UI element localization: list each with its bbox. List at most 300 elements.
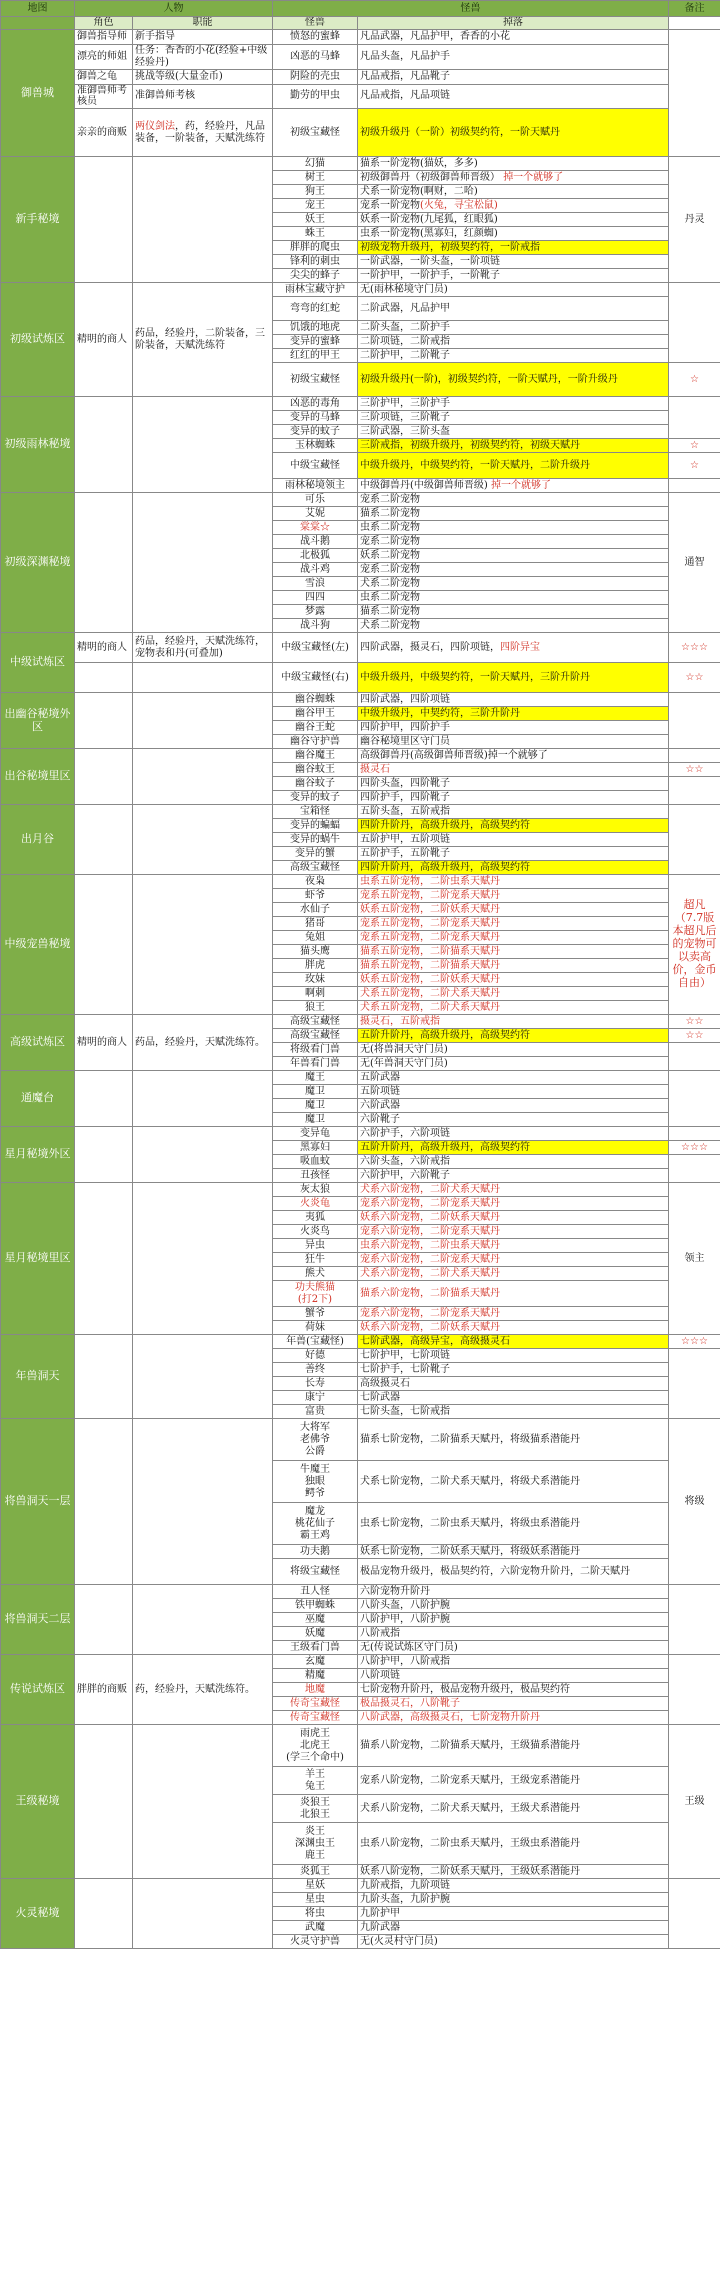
role-cell [75,1071,133,1127]
drop-cell: 九阶护甲 [358,1907,669,1921]
remark-cell [669,17,720,30]
role-cell [75,1183,133,1335]
monster-cell: 王级看门兽 [273,1641,358,1655]
monster-cell: 星妖 [273,1879,358,1893]
monster-name: 深渊虫王 [295,1837,335,1849]
map-name: 通魔台 [1,1071,75,1127]
subheader-role: 角色 [75,17,133,30]
monster-cell: 丑孩怪 [273,1169,358,1183]
drop-cell: 一阶护甲，一阶护手，一阶靴子 [358,269,669,283]
monster-cell: 初级宝藏怪 [273,363,358,397]
drop-cell: 一阶武器，一阶头盔，一阶项链 [358,255,669,269]
map-name: 火灵秘境 [1,1879,75,1949]
map-name: 初级雨林秘境 [1,397,75,493]
remark-cell [669,1349,720,1419]
star-rating: ☆☆ [669,663,720,693]
drop-text: 初级御兽丹（初级御兽师晋级） [360,171,500,183]
table-row [1,1419,720,1461]
monster-cell: 黑寡妇 [273,1141,358,1155]
drop-cell: 高级御兽丹(高级御兽师晋级)掉一个就够了 [358,749,669,763]
table-row [1,633,720,663]
drop-cell: 无(传说试炼区守门员) [358,1641,669,1655]
monster-cell: 尖尖的蜂子 [273,269,358,283]
table-row [1,84,720,109]
drop-cell [358,479,669,493]
monster-cell: 玫妹 [273,973,358,987]
star-rating: ☆☆☆ [669,1141,720,1155]
drop-cell [358,185,669,199]
header-people: 人物 [75,1,273,17]
duty-cell [133,1419,273,1585]
duty-cell [133,397,273,493]
drop-cell: 八阶武器，高级摄灵石，七阶宠物升阶丹 [358,1711,669,1725]
monster-cell: 变异的蚊子 [273,425,358,439]
duty-cell: 药，经验丹，天赋洗练符。 [133,1655,273,1725]
drop-cell: 八阶护甲，八阶戒指 [358,1655,669,1669]
subheader-row [1,17,720,30]
drop-cell: 宠系六阶宠物，二阶宠系天赋丹 [358,1253,669,1267]
drop-cell: 初级升级丹（一阶）初级契约符，一阶天赋丹 [358,109,669,157]
drop-cell: 幽谷秘境里区守门员 [358,735,669,749]
drop-note: 掉一个就够了 [491,479,551,491]
monster-cell: 变异的蝙蝠 [273,819,358,833]
drop-cell [358,199,669,213]
monster-cell: 水仙子 [273,903,358,917]
role-cell [75,1127,133,1183]
subheader-duty: 职能 [133,17,273,30]
duty-cell [133,1335,273,1419]
drop-cell: 五阶护甲，五阶项链 [358,833,669,847]
monster-cell: 四四 [273,591,358,605]
duty-cell [133,1071,273,1127]
monster-cell: 异虫 [273,1239,358,1253]
drop-cell: 九阶头盔，九阶护腕 [358,1893,669,1907]
map-name: 星月秘境外区 [1,1127,75,1183]
remark-cell [669,693,720,749]
role-cell: 漂亮的师姐 [75,45,133,70]
monster-cell: 胖虎 [273,959,358,973]
monster-name: 兔王 [305,1780,325,1792]
monster-name: 功夫熊猫 [295,1281,335,1293]
remark-note: 丹灵 [669,157,720,283]
monster-cell: 雨林宝藏守护 [273,283,358,297]
role-cell [75,749,133,805]
monster-cell: 武魔 [273,1921,358,1935]
role-cell: 精明的商人 [75,1015,133,1071]
monster-name: 公爵 [305,1445,325,1457]
monster-cell: 饥饿的地虎 [273,321,358,335]
monster-cell: 猪哥 [273,917,358,931]
drop-cell [358,157,669,171]
drop-cell: 六阶靴子 [358,1113,669,1127]
drop-cell: 凡品戒指，凡品项链 [358,84,669,109]
monster-cell: 火炎龟 [273,1197,358,1211]
drop-cell: 犬系二阶宠物 [358,619,669,633]
table-row [1,1127,720,1141]
monster-cell: 铁甲蜘蛛 [273,1599,358,1613]
drop-note: 掉一个就够了 [503,171,564,183]
monster-cell: 玉林蜘蛛 [273,439,358,453]
map-name: 御兽城 [1,30,75,157]
table-row [1,1335,720,1349]
monster-cell [273,1725,358,1767]
duty-cell [133,1879,273,1949]
monster-cell [273,1419,358,1461]
monster-cell: 巫魔 [273,1613,358,1627]
remark-note: 将级 [669,1419,720,1585]
drop-cell: 四阶升阶丹，高级升级丹，高级契约符 [358,819,669,833]
role-cell [75,663,133,693]
drop-cell: 摄灵石 [358,763,669,777]
drop-cell: 宠系二阶宠物 [358,535,669,549]
star-rating: ☆ [669,363,720,397]
drop-cell: 宠系五阶宠物，二阶宠系天赋丹 [358,931,669,945]
monster-cell: 幽谷魔王 [273,749,358,763]
drop-cell: 五阶升阶丹，高级升级丹，高级契约符 [358,1029,669,1043]
remark-cell [669,397,720,439]
drop-cell: 宠系六阶宠物，二阶宠系天赋丹 [358,1197,669,1211]
duty-cell [133,693,273,749]
drop-cell: 妖系六阶宠物，二阶妖系天赋丹 [358,1321,669,1335]
monster-name: 霸王鸡 [300,1529,330,1541]
role-cell [75,1879,133,1949]
monster-cell: 妖魔 [273,1627,358,1641]
duty-cell [133,663,273,693]
monster-cell [273,1461,358,1503]
monster-cell: 初级宝藏怪 [273,109,358,157]
table-row [1,30,720,45]
role-cell [75,1419,133,1585]
drop-cell: 中级升级丹，中级契约符，一阶天赋丹，三阶升阶丹 [358,663,669,693]
monster-cell: 年兽(宝藏怪) [273,1335,358,1349]
table-row [1,1015,720,1029]
drop-cell: 宠系五阶宠物，二阶宠系天赋丹 [358,889,669,903]
monster-cell: 幽谷蚊子 [273,777,358,791]
drop-cell: 极品摄灵石，八阶靴子 [358,1697,669,1711]
monster-cell: 荷妹 [273,1321,358,1335]
monster-cell: 灰太狼 [273,1183,358,1197]
table-row [1,109,720,157]
drop-cell: 中级升级丹，中契约符，三阶升阶丹 [358,707,669,721]
monster-cell: 康宁 [273,1391,358,1405]
subheader-monster: 怪兽 [273,17,358,30]
monster-cell: 战斗鹅 [273,535,358,549]
duty-cell [133,1127,273,1183]
skill-name: 两仪剑法 [135,120,175,132]
drop-cell: 犬系五阶宠物，二阶犬系天赋丹 [358,1001,669,1015]
map-name: 出幽谷秘境外区 [1,693,75,749]
remark-cell [669,479,720,493]
monster-cell: 雨林秘境领主 [273,479,358,493]
monster-cell: 丑人怪 [273,1585,358,1599]
drop-cell: 五阶头盔，五阶戒指 [358,805,669,819]
map-cell [1,17,75,30]
drop-cell: 虫系二阶宠物 [358,521,669,535]
drop-cell: 八阶项链 [358,1669,669,1683]
drop-cell: 猫系二阶宠物 [358,605,669,619]
monster-cell: 蛛王 [273,227,358,241]
role-cell: 准御兽师考核员 [75,84,133,109]
drop-note: (火兔，寻宝松鼠) [420,199,498,211]
subheader-drop: 掉落 [358,17,669,30]
map-name: 新手秘境 [1,157,75,283]
monster-cell: 虾爷 [273,889,358,903]
monster-cell: 锋利的刺虫 [273,255,358,269]
remark-note: 通智 [669,493,720,633]
monster-cell: 狼王 [273,1001,358,1015]
drop-cell: 二阶护甲，二阶靴子 [358,349,669,363]
monster-cell: 魔王 [273,1071,358,1085]
monster-cell: 炎狐王 [273,1865,358,1879]
drop-cell: 四阶升阶丹，高级升级丹，高级契约符 [358,861,669,875]
map-name: 传说试炼区 [1,1655,75,1725]
duty-cell [133,157,273,283]
table-row [1,1585,720,1599]
role-cell [75,875,133,1015]
map-name: 高级试炼区 [1,1015,75,1071]
drop-cell: 凡品头盔，凡品护手 [358,45,669,70]
monster-cell: 胖胖的爬虫 [273,241,358,255]
drop-cell: 二阶头盔，二阶护手 [358,321,669,335]
drop-cell: 六阶宠物升阶丹 [358,1585,669,1599]
remark-cell [669,30,720,157]
monster-cell: 高级宝藏怪 [273,1029,358,1043]
monster-cell: 棠棠☆ [273,521,358,535]
drop-text: 妖系一阶宠物(九尾狐，红眼狐) [360,213,498,225]
monster-cell: 红红的甲王 [273,349,358,363]
monster-cell: 将级看门兽 [273,1043,358,1057]
monster-cell: 将虫 [273,1907,358,1921]
drop-cell: 无(雨林秘境守门员) [358,283,669,297]
drop-cell: 妖系五阶宠物，二阶妖系天赋丹 [358,973,669,987]
monster-cell: 年兽看门兽 [273,1057,358,1071]
monster-name: 大将军 [300,1421,330,1433]
monster-cell: 幽谷王蛇 [273,721,358,735]
drop-cell: 三阶戒指，初级升级丹，初级契约符，初级天赋丹 [358,439,669,453]
duty-cell: 药品，经验丹，天赋洗练符，宠物表和丹(可叠加) [133,633,273,663]
role-cell: 胖胖的商贩 [75,1655,133,1725]
drop-cell: 无(将兽洞天守门员) [358,1043,669,1057]
map-name: 出月谷 [1,805,75,875]
monster-cell: 战斗鸡 [273,563,358,577]
map-name: 星月秘境里区 [1,1183,75,1335]
header-remark: 备注 [669,1,720,17]
monster-cell: 精魔 [273,1669,358,1683]
duty-cell [133,1585,273,1655]
drop-cell: 猫系五阶宠物，二阶猫系天赋丹 [358,945,669,959]
monster-name: 老佛爷 [300,1433,330,1445]
monster-name: 北虎王 [300,1739,330,1751]
monster-name: 炎狼王 [300,1796,330,1808]
header-row [1,1,720,17]
drop-cell [358,171,669,185]
drop-text: 犬系一阶宠物(啊财，二哈) [360,185,478,197]
monster-name: 羊王 [305,1768,325,1780]
table-row [1,397,720,411]
duty-cell [133,1725,273,1879]
monster-cell: 长寿 [273,1377,358,1391]
table-row [1,875,720,889]
drop-cell [358,227,669,241]
star-rating: ☆☆☆ [669,1335,720,1349]
duty-cell: 药品，经验丹，二阶装备，三阶装备，天赋洗练符 [133,283,273,397]
monster-name: 桃花仙子 [295,1517,335,1529]
map-name: 将兽洞天二层 [1,1585,75,1655]
monster-cell: 好德 [273,1349,358,1363]
monster-cell: 传奇宝藏怪 [273,1711,358,1725]
table-row [1,749,720,763]
drop-cell: 六阶护甲，六阶靴子 [358,1169,669,1183]
monster-cell: 愤怒的蜜蜂 [273,30,358,45]
monster-cell: 高级宝藏怪 [273,861,358,875]
drop-cell: 虫系六阶宠物，二阶虫系天赋丹 [358,1239,669,1253]
drop-cell: 虫系五阶宠物，二阶虫系天赋丹 [358,875,669,889]
table-row [1,663,720,693]
monster-cell: 魔卫 [273,1113,358,1127]
drop-text: 四阶武器，摄灵石，四阶项链， [360,641,500,653]
duty-cell: 药品，经验丹，天赋洗练符。 [133,1015,273,1071]
remark-cell [669,1071,720,1127]
monster-note: (打2下) [297,1293,333,1305]
drop-cell: 猫系七阶宠物，二阶猫系天赋丹，将级猫系潜能丹 [358,1419,669,1461]
role-cell: 亲亲的商贩 [75,109,133,157]
drop-cell [358,633,669,663]
drop-cell: 七阶武器，高级异宝，高级摄灵石 [358,1335,669,1349]
drop-cell: 虫系七阶宠物，二阶虫系天赋丹，将级虫系潜能丹 [358,1503,669,1545]
drop-cell: 极品宠物升级丹，极品契约符，六阶宠物升阶丹，二阶天赋丹 [358,1559,669,1585]
drop-cell: 凡品戒指，凡品靴子 [358,69,669,84]
star-rating: ☆ [669,453,720,479]
drop-cell: 宠系二阶宠物 [358,563,669,577]
map-name: 初级深渊秘境 [1,493,75,633]
remark-cell [669,1585,720,1655]
duty-cell [133,805,273,875]
monster-cell: 北极狐 [273,549,358,563]
role-cell [75,157,133,283]
table-row [1,45,720,70]
monster-cell: 蟹爷 [273,1307,358,1321]
drop-cell: 三阶护甲，三阶护手 [358,397,669,411]
monster-name: 鹿王 [305,1849,325,1861]
duty-cell: 新手指导 [133,30,273,45]
monster-cell: 中级宝藏怪 [273,453,358,479]
drop-cell: 五阶项链 [358,1085,669,1099]
monster-cell: 地魔 [273,1683,358,1697]
table-row [1,1725,720,1767]
drop-text: 中级御兽丹(中级御兽师晋级) [360,479,488,491]
drop-cell: 九阶武器 [358,1921,669,1935]
remark-cell [669,749,720,763]
header-map: 地图 [1,1,75,17]
role-cell: 精明的商人 [75,633,133,663]
drop-cell: 宠系八阶宠物，二阶宠系天赋丹，王级宠系潜能丹 [358,1767,669,1795]
monster-cell: 高级宝藏怪 [273,1015,358,1029]
monster-name: 魔龙 [305,1505,325,1517]
monster-cell: 战斗狗 [273,619,358,633]
monster-cell: 中级宝藏怪(左) [273,633,358,663]
drop-cell: 八阶戒指 [358,1627,669,1641]
monster-cell: 变异的蟹 [273,847,358,861]
duty-cell [133,1183,273,1335]
drop-cell: 三阶武器，三阶头盔 [358,425,669,439]
drop-cell: 妖系二阶宠物 [358,549,669,563]
role-cell [75,805,133,875]
monster-cell: 可乐 [273,493,358,507]
drop-cell: 高级摄灵石 [358,1377,669,1391]
star-rating: ☆☆ [669,1029,720,1043]
monster-cell [273,1767,358,1795]
monster-name: 牛魔王 [300,1463,330,1475]
role-cell: 御兽指导师 [75,30,133,45]
drop-cell: 妖系六阶宠物，二阶妖系天赋丹 [358,1211,669,1225]
role-cell [75,1585,133,1655]
monster-cell: 幽谷蜘蛛 [273,693,358,707]
drop-cell: 七阶护甲，七阶项链 [358,1349,669,1363]
monster-cell: 凶恶的毒角 [273,397,358,411]
monster-cell: 猫头鹰 [273,945,358,959]
role-cell [75,397,133,493]
duty-cell [133,749,273,805]
drop-cell: 凡品武器，凡品护甲，香香的小花 [358,30,669,45]
drop-highlight: 四阶异宝 [500,641,540,653]
drop-text: 虫系一阶宠物(黑寡妇，红颜蜘) [360,227,498,239]
table-row [1,283,720,297]
monster-cell: 妖王 [273,213,358,227]
drop-cell: 摄灵石，五阶戒指 [358,1015,669,1029]
drop-cell: 五阶武器 [358,1071,669,1085]
drop-cell: 犬系五阶宠物，二阶犬系天赋丹 [358,987,669,1001]
remark-cell [669,283,720,363]
drop-cell: 犬系七阶宠物，二阶犬系天赋丹，将级犬系潜能丹 [358,1461,669,1503]
drop-cell [358,213,669,227]
monster-cell: 变异龟 [273,1127,358,1141]
monster-cell: 星虫 [273,1893,358,1907]
monster-cell: 富贵 [273,1405,358,1419]
monster-note: (学三个命中) [286,1751,344,1763]
drop-cell: 猫系二阶宠物 [358,507,669,521]
remark-note: 王级 [669,1725,720,1879]
monster-name: 鳄爷 [305,1487,325,1499]
drop-text: 宠系一阶宠物 [360,199,420,211]
monster-cell [273,1795,358,1823]
monster-cell: 变异的蜗牛 [273,833,358,847]
drop-cell: 犬系二阶宠物 [358,577,669,591]
map-name: 出谷秘境里区 [1,749,75,805]
drop-text: 猫系一阶宠物(猫妖，多多) [360,157,478,169]
duty-cell [133,109,273,157]
monster-cell: 火炎鸟 [273,1225,358,1239]
monster-cell: 狗王 [273,185,358,199]
role-cell: 精明的商人 [75,283,133,397]
star-rating: ☆ [669,439,720,453]
duty-cell: 挑战等级(大量金币) [133,69,273,84]
monster-cell: 魔卫 [273,1085,358,1099]
duty-cell [133,875,273,1015]
table-row [1,693,720,707]
monster-cell [273,1281,358,1307]
monster-cell: 雪浪 [273,577,358,591]
remark-cell [669,1655,720,1725]
drop-cell: 虫系八阶宠物，二阶虫系天赋丹，王级虫系潜能丹 [358,1823,669,1865]
remark-cell [669,1043,720,1071]
monster-cell: 善终 [273,1363,358,1377]
role-cell: 御兽之龟 [75,69,133,84]
drop-cell: 妖系八阶宠物，二阶妖系天赋丹，王级妖系潜能丹 [358,1865,669,1879]
monster-cell: 阴险的壳虫 [273,69,358,84]
monster-name: 独眼 [305,1475,325,1487]
monster-cell: 幻猫 [273,157,358,171]
star-rating: ☆☆☆ [669,633,720,663]
